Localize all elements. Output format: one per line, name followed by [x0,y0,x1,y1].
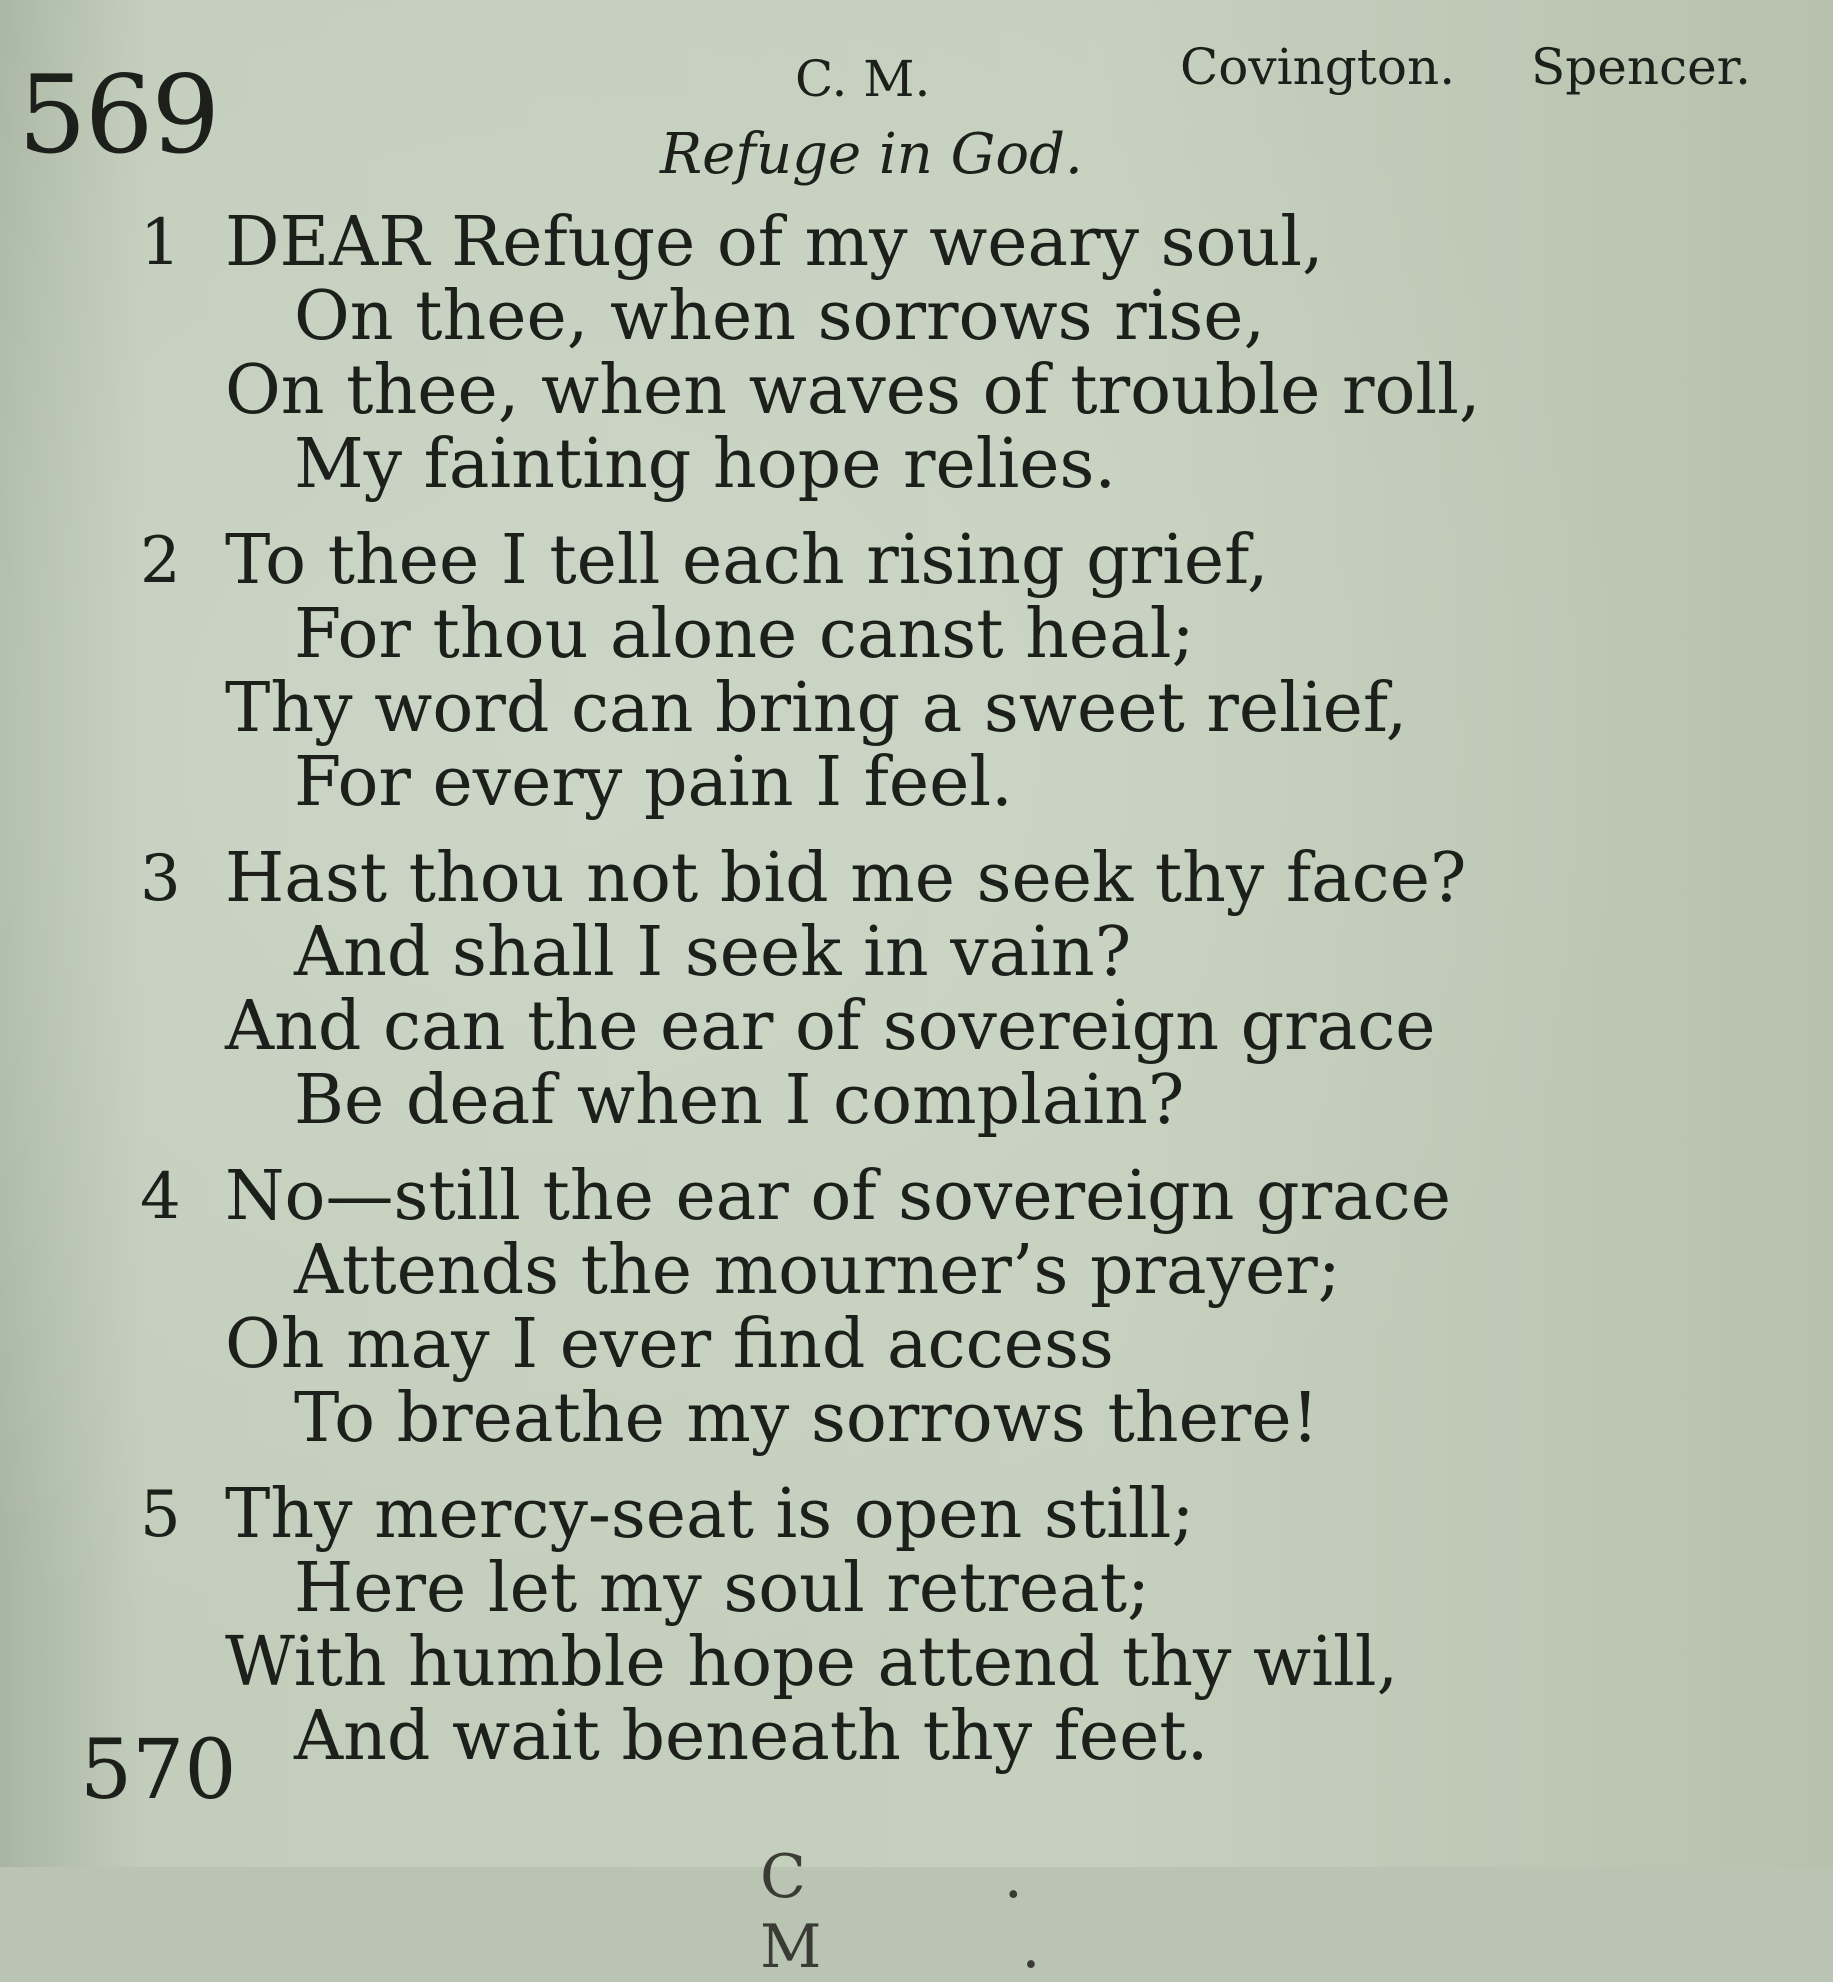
verse-line: And can the ear of sovereign grace [225,987,1436,1066]
verse-line: Attends the mourner’s prayer; [294,1231,1341,1310]
tune-name: Covington. [1180,38,1456,96]
hymn-number: 569 [18,53,219,178]
next-hymn-meter-partial: C. M. [760,1842,1241,1982]
tune-name: Spencer. [1531,38,1751,96]
stanza [140,839,1640,1140]
stanza [140,1157,1640,1458]
hymn-title: Refuge in God. [660,122,1083,187]
stanza-number: 1 [140,206,181,280]
verse-line: On thee, when sorrows rise, [294,277,1266,356]
verse-line: On thee, when waves of trouble roll, [225,351,1481,430]
stanza [140,521,1640,822]
hymn-meter: C. M. [795,50,931,108]
verse-line: Here let my soul retreat; [294,1549,1150,1628]
hymn-verses [140,203,1640,1796]
stanza-number: 5 [140,1478,181,1552]
verse-line: To thee I tell each rising grief, [225,521,1269,600]
stanza-number: 4 [140,1160,181,1234]
cut-off-header-text [700,0,1400,20]
verse-line: Hast thou not bid me seek thy face? [225,839,1467,918]
stanza [140,203,1640,504]
verse-line: And wait beneath thy feet. [294,1697,1209,1776]
verse-line: To breathe my sorrows there! [294,1379,1319,1458]
next-hymn-number: 570 [80,1723,237,1818]
verse-line: For every pain I feel. [294,743,1013,822]
tune-names [1180,38,1751,96]
verse-line: DEAR Refuge of my weary soul, [225,203,1324,282]
verse-line: No—still the ear of sovereign grace [225,1157,1451,1236]
verse-line: Oh may I ever find access [225,1305,1114,1384]
stanza-number: 3 [140,842,181,916]
stanza [140,1475,1640,1776]
verse-line: Thy mercy-seat is open still; [225,1475,1195,1554]
stanza-number: 2 [140,524,181,598]
verse-line: And shall I seek in vain? [294,913,1132,992]
verse-line: For thou alone canst heal; [294,595,1195,674]
verse-line: With humble hope attend thy will, [225,1623,1399,1702]
verse-line: My fainting hope relies. [294,425,1117,504]
verse-line: Thy word can bring a sweet relief, [225,669,1408,748]
verse-line: Be deaf when I complain? [294,1061,1185,1140]
